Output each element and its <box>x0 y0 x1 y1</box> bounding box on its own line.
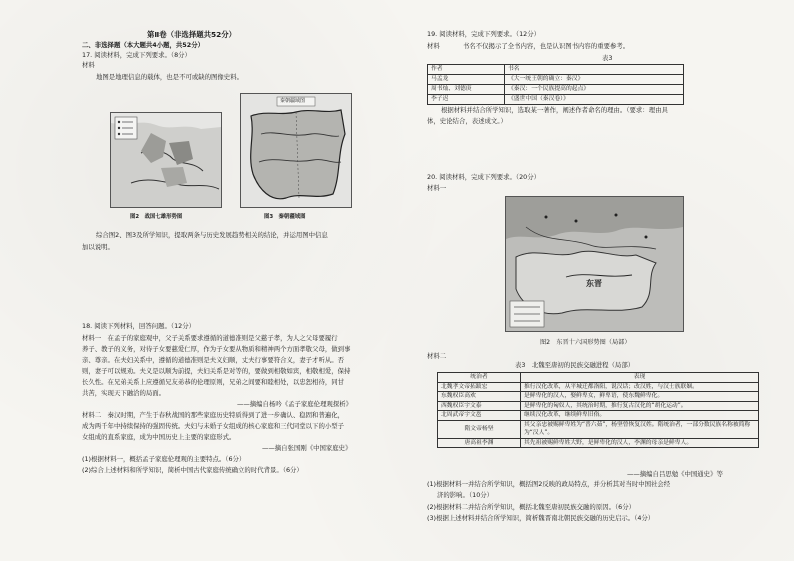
table-cell-title: 《秦汉：一个民族提高的起点》 <box>505 85 684 95</box>
q20-requirement-3: (3)根据上述材料并结合所学知识，简析魏晋南北朝民族交融的历史启示。（4分） <box>427 514 655 522</box>
table-cell-ruler: 隋文帝杨坚 <box>438 420 521 438</box>
table-cell-performance: 是鲜卑化的匈奴人，其统治时期，推行复古汉化的“胡化运动”。 <box>521 401 759 411</box>
table-cell-title: 《盛世中国（秦汉卷）》 <box>505 95 684 105</box>
q19-book-table <box>427 64 684 105</box>
table-header-row <box>428 65 684 75</box>
fig3-map-graphic <box>241 94 351 207</box>
q17-intro: 地图是地理信息的载体，也是不可或缺的图像史料。 <box>96 73 243 81</box>
table-cell-ruler: 北魏孝文帝拓跋宏 <box>438 382 521 392</box>
q18-title: 18. 阅读下列材料，回答问题。（12分） <box>82 322 195 330</box>
q18-m2-line2: 成为两千年中持续保持的强固传统。夫妇与未婚子女组成的核心家庭和三代同堂以下的小型子 <box>82 422 345 430</box>
table-cell-ruler: 北周武帝宇文邕 <box>438 411 521 421</box>
q19-task-line2: 体，史论结合，表述成文。） <box>427 117 507 125</box>
table-row <box>428 75 684 85</box>
table-cell-ruler: 东魏权臣高欢 <box>438 392 521 402</box>
q20-table-source: ——摘编自吕思勉《中国通史》等 <box>627 470 723 478</box>
q18-m1-line4: 则，妻子可以规劝。夫义是以顺为前提，夫妇关系是对等的，要做到相敬如宾，相敬相爱，保持 <box>82 367 351 375</box>
q20-eastern-jin-map <box>505 196 684 332</box>
q18-m2-line1: 材料二 秦汉时期，产生于春秋战国的那些家庭历史特质得到了进一步确认、稳固和普遍化， <box>82 411 345 419</box>
q18-m2-line3: 女组成的直系家庭，成为中国历史上主要的家庭形式。 <box>82 433 236 441</box>
section-header: 二、非选择题（本大题共4小题，共52分） <box>82 41 204 49</box>
q19-material-label: 材料 <box>427 42 440 50</box>
q17-title: 17. 阅读材料，完成下列要求。（8分） <box>82 51 191 59</box>
table-row <box>438 420 759 438</box>
table-cell-performance: 是鲜卑化的汉人，娶鲜卑女，鲜卑语，使东魏鲜卑化。 <box>521 392 759 402</box>
table-header-title: 书名 <box>505 65 684 75</box>
q19-task-line1: 根据材料并结合所学知识，选取某一著作，阐述作者命名的理由。（要求：理由具 <box>441 106 668 114</box>
q20-material2-label: 材料二 <box>427 352 447 360</box>
table-row <box>438 392 759 402</box>
table-cell-performance: 其先祖被赐鲜卑姓大野，是鲜卑化的汉人，李渊的母亲是鲜卑人。 <box>521 438 759 448</box>
table-row <box>438 382 759 392</box>
q18-m1-line6: 共苦，实现天下融洽的局面。 <box>82 389 166 397</box>
table-cell-ruler: 唐高祖李渊 <box>438 438 521 448</box>
q19-table-caption: 表3 <box>602 54 613 62</box>
fig3-inner-title: 秦朝疆域图 <box>280 98 306 104</box>
q20-requirement-1-line2: 济的影响。（10分） <box>437 491 494 499</box>
table-header-row <box>438 373 759 383</box>
table-row <box>438 411 759 421</box>
q18-m1-line2: 养子、教子的义务，对待子女要慈爱仁厚，作为子女要从物质和精神两个方面孝敬父母，做到事 <box>82 345 351 353</box>
table-cell-author: 马孟龙 <box>428 75 505 85</box>
table-row <box>428 85 684 95</box>
map-label-eastern-jin: 东晋 <box>586 279 602 288</box>
table-row <box>438 438 759 448</box>
q17-task-line1: 综合图2、图3及所学知识，提取两条与历史发展趋势相关的结论，并运用图中信息 <box>96 231 328 239</box>
table-cell-title: 《大一统王朝的确立：秦汉》 <box>505 75 684 85</box>
table-cell-performance: 继续汉化改革，继续鲜卑旧俗。 <box>521 411 759 421</box>
q20-requirement-2: (2)根据材料二并结合所学知识，概括北魏至唐初民族交融的原因。（6分） <box>427 503 636 511</box>
table-cell-author: 周书灿、刘德庚 <box>428 85 505 95</box>
table-row <box>428 95 684 105</box>
table-cell-author: 李子迟 <box>428 95 505 105</box>
q17-material-label: 材料 <box>82 61 95 69</box>
q19-intro: 书名不仅揭示了全书内容，也是认识图书内容的重要参考。 <box>463 42 630 50</box>
q20-ethnic-fusion-table <box>437 372 759 448</box>
q20-title: 20. 阅读材料，完成下列要求。（20分） <box>427 173 540 181</box>
table-header-ruler: 统治者 <box>438 373 521 383</box>
fig2-warring-states-map <box>110 112 222 208</box>
q18-requirement-2: (2)综合上述材料和所学知识，简析中国古代家庭传统确立的时代背景。（6分） <box>82 466 303 474</box>
table-row <box>438 401 759 411</box>
q20-requirement-1-line1: (1)根据材料一并结合所学知识，概括图2反映的政局特点，并分析其对当时中国社会经 <box>427 480 671 488</box>
table-cell-ruler: 西魏权臣宇文泰 <box>438 401 521 411</box>
q19-title: 19. 阅读材料，完成下列要求。（12分） <box>427 30 540 38</box>
q20-fig-caption: 图2 东晋十六国形势图（局部） <box>540 339 631 346</box>
fig3-caption: 图3 秦朝疆域图 <box>264 214 306 220</box>
table-header-performance: 表现 <box>521 373 759 383</box>
table-header-author: 作者 <box>428 65 505 75</box>
q18-m1-line1: 材料一 在孟子的家庭观中，父子关系要求遵循的道德准则是父慈子孝，为人之父母要履行 <box>82 334 338 342</box>
q18-m1-line5: 长久性。在兄弟关系上应遵循兄友弟恭的伦理原则，兄弟之间要和睦相处，以忠恕相待，同甘 <box>82 378 345 386</box>
table-cell-performance: 其父亲忠被赐鲜卑姓为“普六茹”，杨坚曾恢复汉姓。隋统治者，一部分数民族名称被简称为“汉人”。 <box>521 420 759 438</box>
q18-m1-source: ——摘编自杨吟《孟子家庭伦理观探析》 <box>237 400 353 408</box>
fig2-caption: 图2 战国七雄形势图 <box>130 214 183 220</box>
table-cell-performance: 推行汉化改革，从平城迁都洛阳，说汉话；改汉姓，与汉士族联姻。 <box>521 382 759 392</box>
q18-m2-source: ——摘自张国刚《中国家庭史》 <box>262 444 352 452</box>
fig2-map-graphic <box>111 113 221 207</box>
q20-table-caption: 表3 北魏至唐初的民族交融进程（局部） <box>515 361 635 369</box>
fig3-qin-territory-map <box>240 93 352 208</box>
q18-requirement-1: (1)根据材料一，概括孟子家庭伦理观的主要特点。（6分） <box>82 455 246 463</box>
part-header: 第Ⅱ卷（非选择题共52分） <box>147 30 237 39</box>
q20-material1-label: 材料一 <box>427 184 447 192</box>
q20-map-graphic <box>506 197 683 331</box>
q17-task-line2: 加以说明。 <box>82 243 114 251</box>
q18-m1-line3: 亲、尊亲。在夫妇关系中，遵循的道德准则是夫义妇顺，丈夫行事要符合义，妻子才听从。否 <box>82 356 345 364</box>
